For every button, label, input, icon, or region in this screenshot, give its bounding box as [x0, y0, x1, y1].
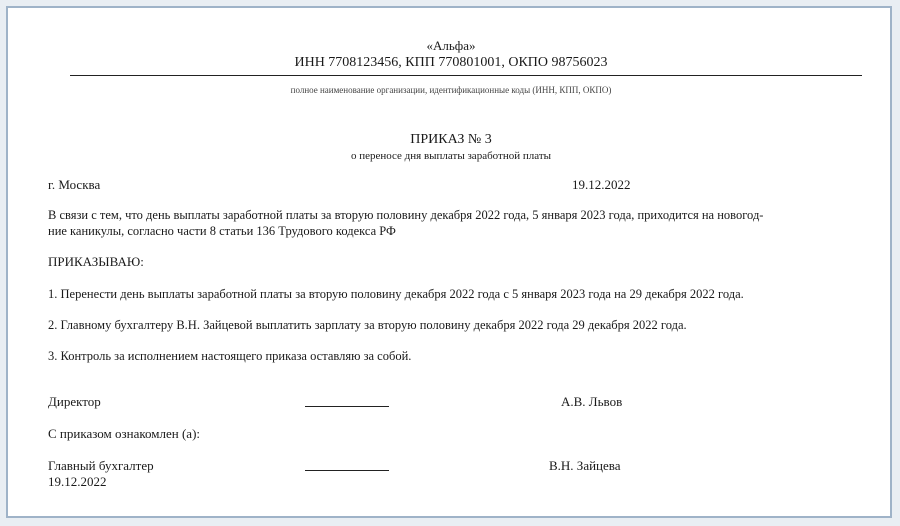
- order-word: ПРИКАЗЫВАЮ:: [48, 254, 144, 269]
- codes-caption: полное наименование организации, идентификационные коды (ИНН, КПП, ОКПО): [290, 85, 612, 95]
- accountant-date: 19.12.2022: [48, 474, 107, 489]
- order-title: ПРИКАЗ № 3: [410, 132, 492, 147]
- director-signature-line: [305, 406, 389, 407]
- accountant-title: Главный бухгалтер: [48, 458, 154, 473]
- organization-codes: ИНН 7708123456, КПП 770801001, ОКПО 98756023: [294, 55, 608, 70]
- preamble-line-2: ние каникулы, согласно части 8 статьи 136 Трудового кодекса РФ: [48, 224, 396, 238]
- header-divider: [70, 75, 862, 76]
- order-subtitle: о переносе дня выплаты заработной платы: [350, 150, 552, 162]
- preamble-line-1: В связи с тем, что день выплаты заработной платы за вторую половину декабря 2022 года, 5 января 2023 года, приходится на новогод-: [48, 208, 764, 222]
- organization-name: «Альфа»: [426, 38, 476, 53]
- acquainted-label: С приказом ознакомлен (а):: [48, 426, 201, 441]
- order-item: 3. Контроль за исполнением настоящего приказа оставляю за собой.: [48, 349, 412, 363]
- order-date: 19.12.2022: [572, 177, 631, 192]
- document-page: [6, 6, 892, 518]
- accountant-name: В.Н. Зайцева: [549, 458, 621, 473]
- director-name: А.В. Львов: [561, 394, 623, 409]
- accountant-signature-line: [305, 470, 389, 471]
- order-item: 1. Перенести день выплаты заработной платы за вторую половину декабря 2022 года с 5 января 2023 года на 29 декабря 2022 года.: [48, 287, 744, 301]
- order-item: 2. Главному бухгалтеру В.Н. Зайцевой выплатить зарплату за вторую половину декабря 2022 года 29 декабря 2022 года.: [48, 318, 687, 332]
- order-city: г. Москва: [48, 177, 101, 192]
- director-title: Директор: [48, 394, 101, 409]
